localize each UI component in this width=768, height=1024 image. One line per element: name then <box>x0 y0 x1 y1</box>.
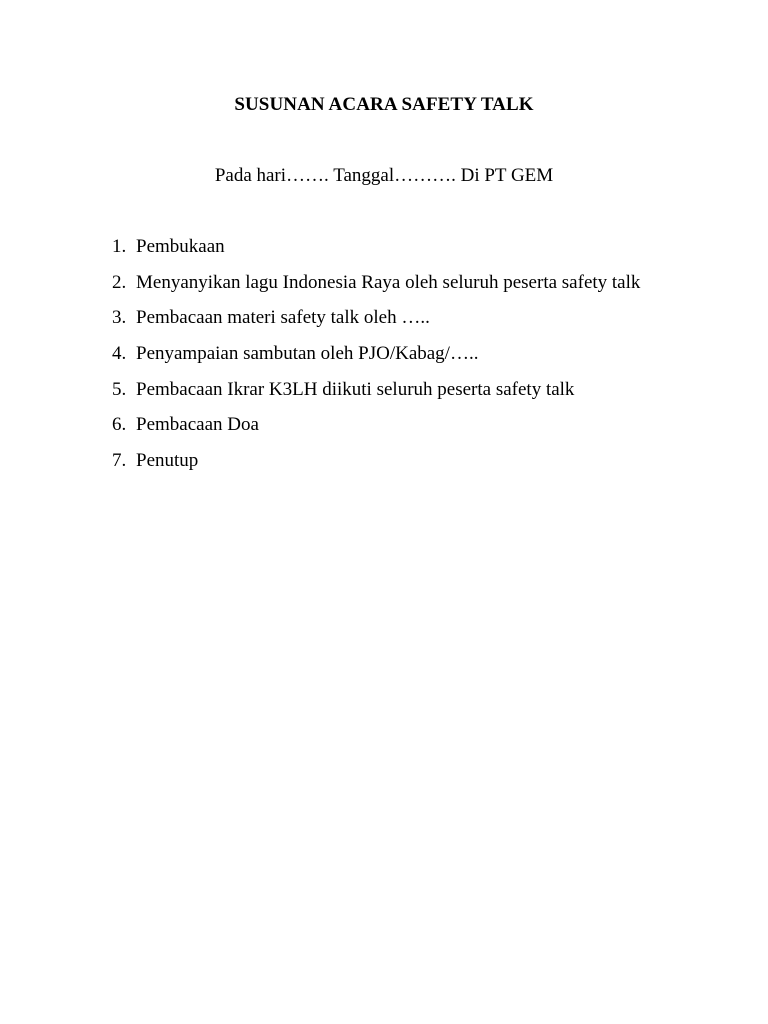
agenda-item-text: Pembacaan materi safety talk oleh ….. <box>136 307 430 329</box>
agenda-item-number: 1. <box>112 236 127 257</box>
agenda-item-number: 6. <box>112 414 127 436</box>
agenda-item-number: 7. <box>112 450 127 472</box>
document-title: SUSUNAN ACARA SAFETY TALK <box>234 94 534 115</box>
agenda-item <box>112 235 732 259</box>
agenda-item <box>112 306 732 330</box>
agenda-item-text: Menyanyikan lagu Indonesia Raya oleh seluruh peserta safety talk <box>136 271 641 293</box>
agenda-item-text: Pembukaan <box>136 236 225 257</box>
agenda-item <box>112 413 732 437</box>
agenda-item-number: 5. <box>112 378 127 400</box>
agenda-item-text: Pembacaan Ikrar K3LH diikuti seluruh peserta safety talk <box>136 378 575 400</box>
agenda-item <box>112 378 732 402</box>
agenda-item-number: 3. <box>112 307 127 329</box>
agenda-item-number: 4. <box>112 343 127 365</box>
agenda-item <box>112 342 732 366</box>
agenda-item <box>112 449 732 473</box>
document-subtitle: Pada hari……. Tanggal………. Di PT GEM <box>214 165 554 186</box>
agenda-item-text: Penutup <box>136 450 199 472</box>
agenda-item-number: 2. <box>112 271 127 293</box>
agenda-list <box>112 235 732 485</box>
agenda-item-text: Penyampaian sambutan oleh PJO/Kabag/….. <box>136 343 479 365</box>
agenda-item <box>112 271 732 295</box>
agenda-item-text: Pembacaan Doa <box>136 414 259 436</box>
